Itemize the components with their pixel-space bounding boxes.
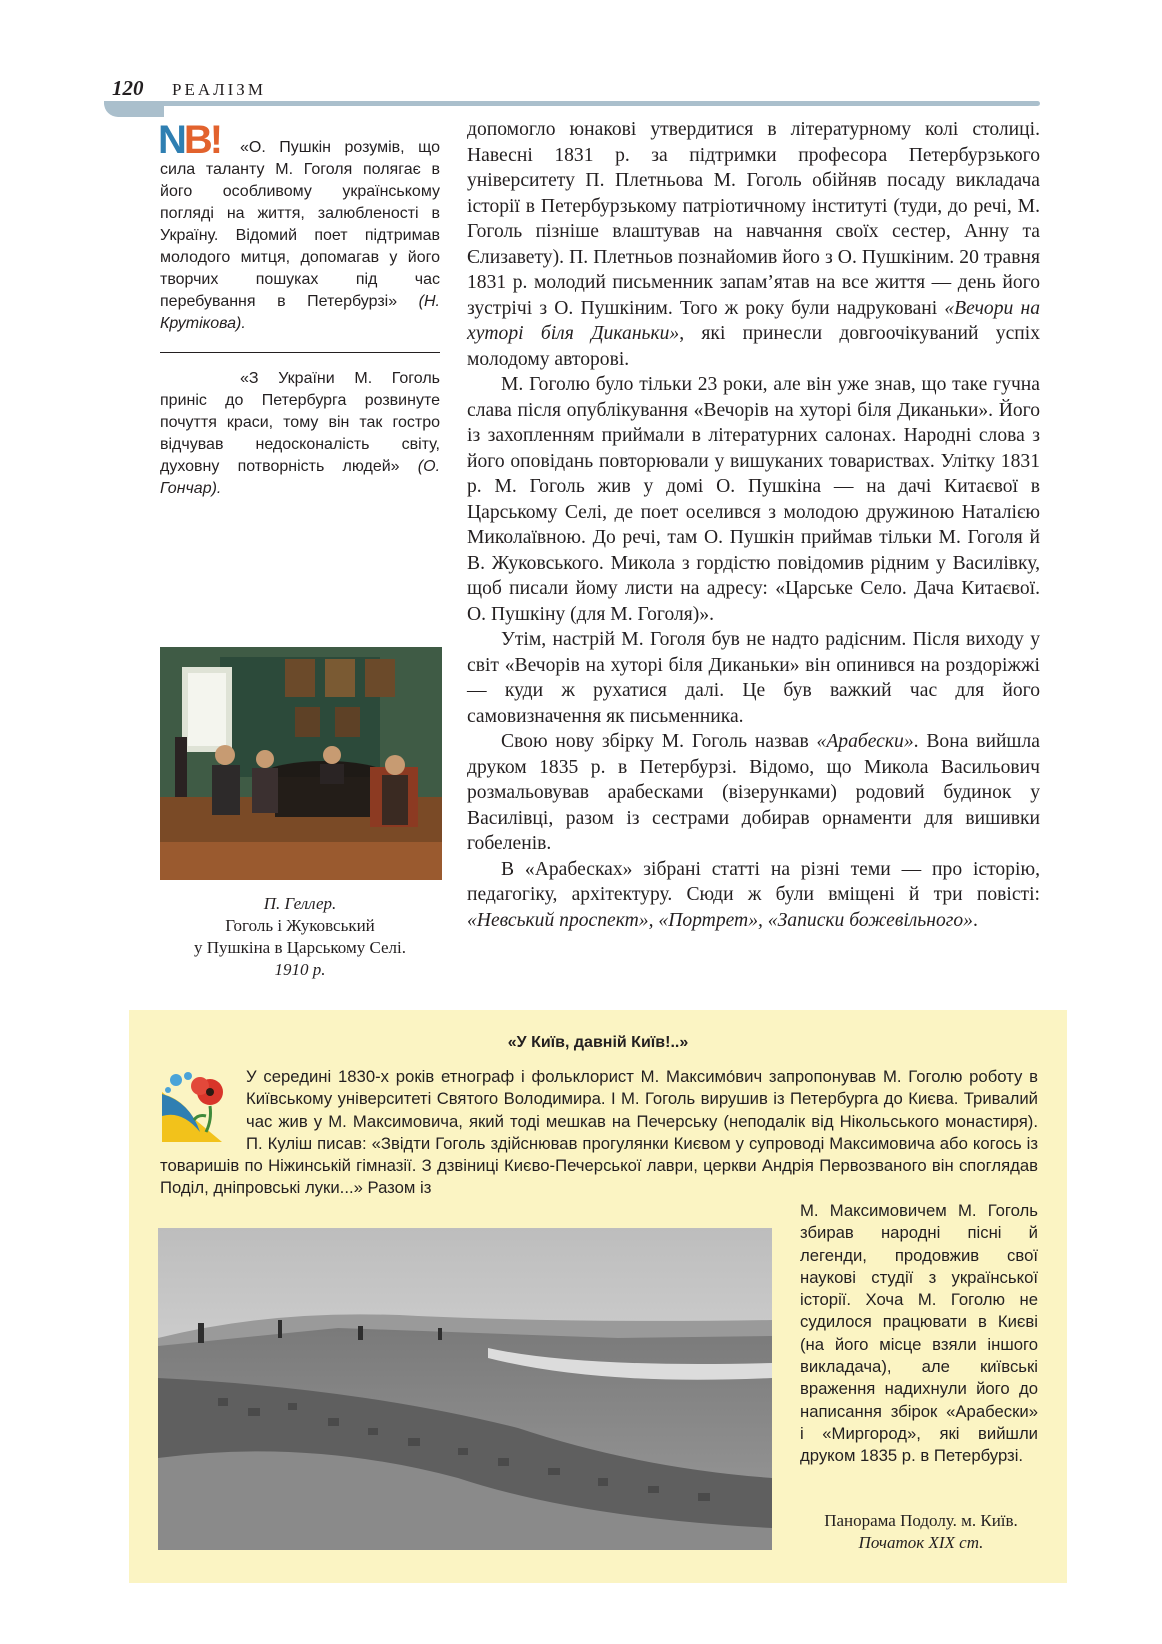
paragraph-text: . Вона вийшла друком 1835 р. в Петербурзі. Відомо, що Микола Васильович розмальовував арабесками (візерунками) родовий будинок у Василівці, разом із сестрами добирав орнаменти для вишивки гобеленів. (467, 731, 1040, 854)
nb-logo-exclamation: ! (209, 118, 221, 162)
paragraph-3: Утім, настрій М. Гоголя був не надто радісним. Після виходу у світ «Вечорів на хуторі біля Диканьки» він опинився на роздоріжжі — куди ж рухатися далі. Це був важкий час для його самовизначення як письменника. (467, 629, 1040, 727)
paragraph-5 (467, 857, 1040, 934)
sidebar-quote-honchar (160, 368, 440, 500)
box-title: «У Київ, давній Київ!..» (507, 1034, 689, 1051)
section-title: РЕАЛІЗМ (172, 80, 266, 99)
page-number: 120 (112, 76, 144, 100)
work-title: «Арабески» (816, 731, 914, 752)
box-text-top (160, 1066, 1038, 1200)
sidebar-divider (160, 352, 440, 353)
panorama-caption-line1: Панорама Подолу. м. Київ. (824, 1511, 1018, 1530)
paragraph-1 (467, 117, 1040, 372)
quote-source: (Н. Крутікова). (160, 293, 440, 332)
box-text-side: М. Максимовичем М. Гоголь збирав народні пісні й легенди, продовжив свої наукові студії з української історії. Хоча М. Гоголю не судилося працювати в Києві (на його місце взяли іншого викладача), але київські враження надихнули його до написання збірок «Арабески» і «Миргород», які вийшли друком 1835 р. в Петербурзі. (800, 1201, 1038, 1466)
work-title: «Вечори на хуторі біля Диканьки» (467, 297, 1040, 344)
painting-year: 1910 р. (274, 960, 326, 979)
panorama-caption-line2: Початок XIX ст. (858, 1533, 984, 1552)
header-rule (104, 101, 1040, 106)
quote-text: «О. Пушкін розумів, що сила таланту М. Гоголя полягає в його особливому українському погляді на життя, залюбленості в Україну. Відомий поет підтримав молодого митця, допомагав у його творчих пошуках під час перебування в Петербурзі» (160, 139, 440, 310)
painting-illustration (160, 647, 442, 880)
panorama-podil-image (158, 1228, 772, 1550)
painting-title-line1: Гоголь і Жуковський (225, 916, 375, 935)
paragraph-text: . (972, 909, 978, 931)
nb-logo-b: B (183, 118, 210, 162)
main-text-column (467, 117, 1040, 933)
paragraph-4 (467, 729, 1040, 857)
quote-text: «З України М. Гоголь приніс до Петербурга розвинуте почуття краси, тому він так гостро відчував недосконалість світу, духовну потворність людей» (160, 370, 440, 475)
painting-caption (150, 893, 450, 981)
nb-logo-n: N (158, 118, 184, 162)
box-paragraph: У середині 1830-х років етнограф і фольклорист М. Максимо́вич запропонував М. Гоголю роботу в Київському університеті Святого Володимира. І М. Гоголь вирушив із Петербурга до Києва. Тривалий час жив у М. Максимовича, який тоді мешкав на Печерську (неподалік від Нікольського монастиря). П. Куліш писав: «Звідти Гоголь здійснював прогулянки Києвом у супроводі Максимовича або когось із товаришів по Ніжинській гімназії. З дзвіниці Києво-Печерської лаври, церкви Андрія Первозваного він споглядав Поділ, дніпровські луки...» Разом із (160, 1067, 1038, 1198)
panorama-illustration (158, 1228, 772, 1550)
panorama-caption (790, 1510, 1052, 1554)
sidebar-quote-krutikova (160, 137, 440, 335)
painting-geller (160, 647, 442, 880)
paragraph-text: В «Арабесках» зібрані статті на різні теми — про історію, педагогіку, архітектуру. Сюди ж були вміщені й три повісті: (467, 858, 1040, 905)
paragraph-2: М. Гоголю було тільки 23 роки, але він уже знав, що таке гучна слава після опублікування «Вечорів на хуторі біля Диканьки». Його із захопленням приймали в літературних салонах. Народні слова з його оповідань повторювали у вишуканих товариствах. Улітку 1831 р. М. Гоголь жив у домі О. Пушкіна — на дачі Китаєвої в Царському Селі, де поет оселився з молодою дружиною Наталією Миколаївною. До речі, там О. Пушкін приймав тільки М. Гоголя й В. Жуковського. Микола з гордістю повідомив рідним у Василівку, щоб писали йому листи на адресу: «Царське Село. Дача Китаєвої. О. Пушкіну (для М. Гоголя)». (467, 374, 1040, 625)
quote-source: (О. Гончар). (160, 458, 441, 497)
painting-title-line2: у Пушкіна в Царському Селі. (193, 938, 407, 957)
paragraph-text: , які принесли довгоочікуваний успіх молодому авторові. (467, 323, 1040, 370)
work-titles: «Невський проспект», «Портрет», «Записки божевільного» (467, 909, 973, 931)
paragraph-text: допомогло юнакові утвердитися в літературному колі столиці. Навесні 1831 р. за підтримки професора Петербурзького університету П. Плетньова М. Гоголь обійняв посаду викладача історії в Петербурзькому патріотичному інституті (туди, до речі, М. Гоголь пізніше влаштував на навчання своїх сестер, Анну та Єлизавету). П. Плетньов познайомив його з О. Пушкіним. 20 травня 1831 р. молодий письменник запам’ятав на все життя — день його зустрічі з О. Пушкіним. Того ж року були надруковані (467, 119, 1040, 319)
painting-author: П. Геллер. (263, 894, 337, 913)
paragraph-text: Свою нову збірку М. Гоголь назвав (501, 731, 817, 752)
